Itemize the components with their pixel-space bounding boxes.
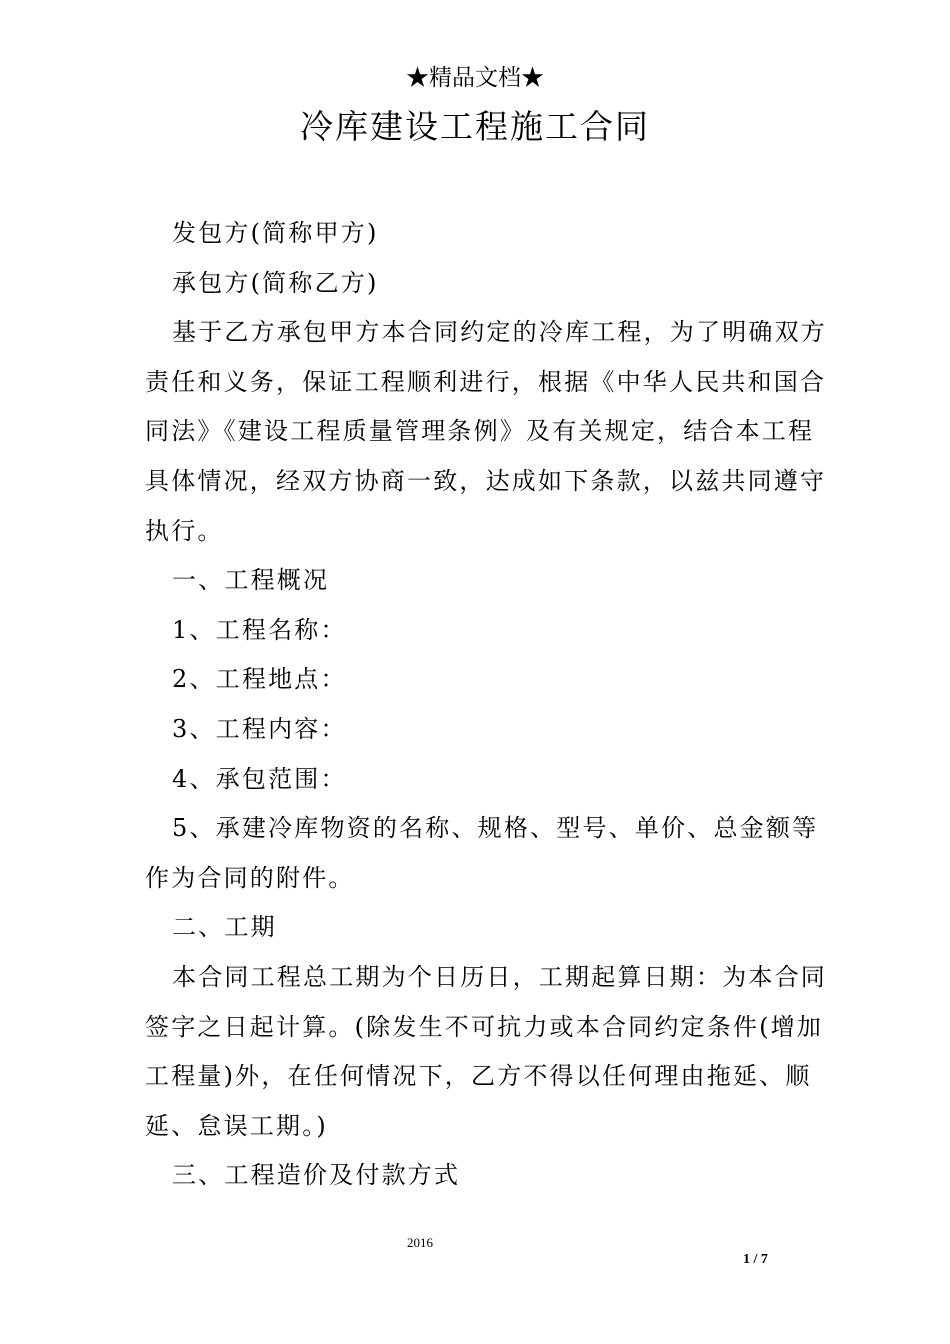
paragraph-party-a <box>145 209 807 259</box>
text-line: 2、工程地点： <box>172 665 347 694</box>
text-line: 发包方(简称甲方) <box>172 219 379 247</box>
document-body <box>145 209 827 1201</box>
item-project-name <box>145 606 807 656</box>
text-line: 工程量)外，在任何情况下，乙方不得以任何理由拖延、顺 <box>145 1062 812 1091</box>
text-line: 作为合同的附件。 <box>145 863 355 892</box>
page-number: 1 / 7 <box>743 1252 768 1267</box>
section-heading-price-payment <box>145 1151 807 1201</box>
document-title: 冷库建设工程施工合同 <box>300 107 650 146</box>
text-line: 同法》《建设工程质量管理条例》及有关规定，结合本工程 <box>145 417 815 446</box>
text-line: 3、工程内容： <box>172 714 347 743</box>
header-mark: ★精品文档★ <box>406 65 544 91</box>
text-line: 5、承建冷库物资的名称、规格、型号、单价、总金额等 <box>172 814 819 843</box>
text-line: 一、工程概况 <box>172 566 330 595</box>
text-line: 延、怠误工期。) <box>145 1111 328 1140</box>
paragraph-schedule <box>145 953 827 1151</box>
text-line: 二、工期 <box>172 913 277 942</box>
item-materials-attachment <box>145 804 819 903</box>
text-line: 本合同工程总工期为个日历日，工期起算日期：为本合同 <box>172 962 827 991</box>
text-line: 签字之日起计算。(除发生不可抗力或本合同约定条件(增加 <box>145 1012 824 1041</box>
text-line: 责任和义务，保证工程顺利进行，根据《中华人民共和国合 <box>145 367 827 396</box>
section-heading-overview <box>145 556 807 606</box>
text-line: 执行。 <box>145 516 224 545</box>
paragraph-preamble <box>145 308 827 556</box>
section-heading-schedule <box>145 903 807 953</box>
text-line: 4、承包范围： <box>172 764 347 793</box>
item-project-content <box>145 705 807 755</box>
text-line: 1、工程名称： <box>172 615 347 644</box>
text-line: 基于乙方承包甲方本合同约定的冷库工程，为了明确双方 <box>172 318 827 347</box>
text-line: 三、工程造价及付款方式 <box>172 1161 461 1190</box>
text-line: 具体情况，经双方协商一致，达成如下条款，以兹共同遵守 <box>145 466 827 495</box>
item-contract-scope <box>145 755 807 805</box>
item-project-location <box>145 655 807 705</box>
paragraph-party-b <box>145 259 807 309</box>
footer-year: 2016 <box>407 1235 433 1250</box>
text-line: 承包方(简称乙方) <box>172 268 379 297</box>
